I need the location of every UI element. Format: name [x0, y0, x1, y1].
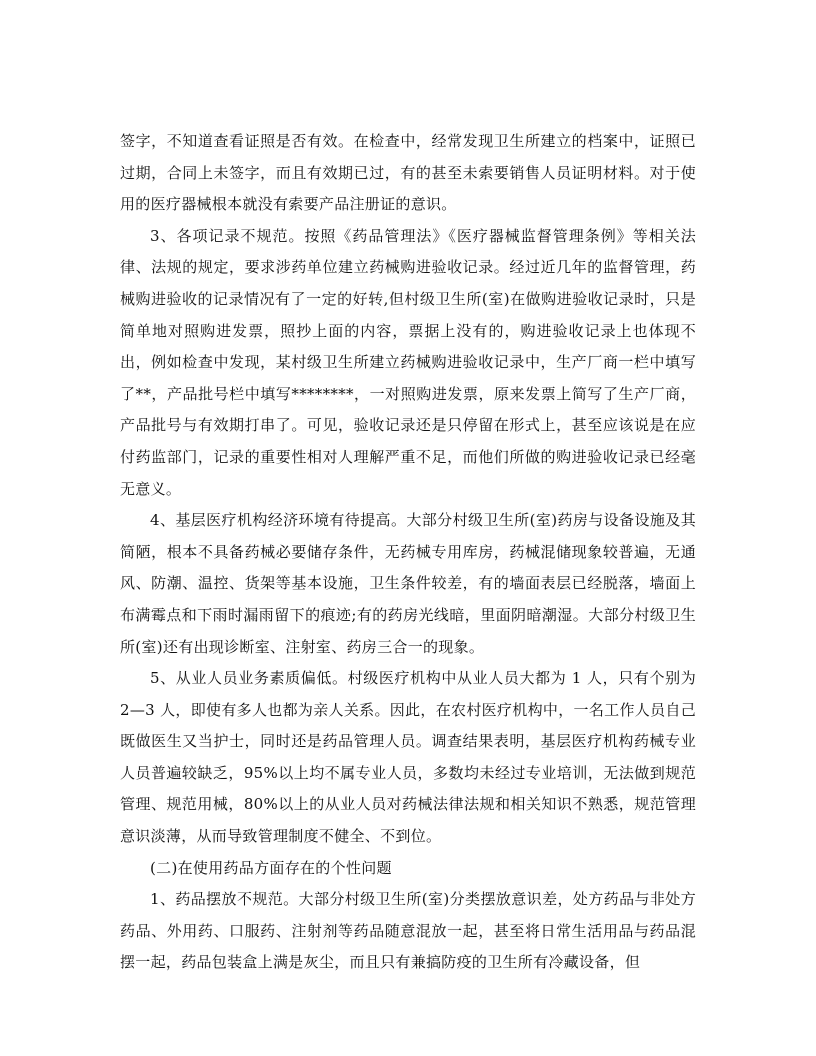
paragraph-continuation: 签字，不知道查看证照是否有效。在检查中，经常发现卫生所建立的档案中，证照已过期，合同上未签字，而且有效期已过，有的甚至未索要销售人员证明材料。对于使用的医疗器械根本就没有索要产品注册证的意识。 [120, 132, 696, 214]
paragraph-records: 3、各项记录不规范。按照《药品管理法》《医疗器械监督管理条例》等相关法律、法规的规定，要求涉药单位建立药械购进验收记录。经过近几年的监督管理，药械购进验收的记录情况有了一定的好转,但村级卫生所(室)在做购进验收记录时，只是简单地对照购进发票，照抄上面的内容，票据上没有的，购进验收记录上也体现不出，例如检查中发现，某村级卫生所建立药械购进验收记录中，生产厂商一栏中填写了**，产品批号栏中填写********，一对照购进发票，原来发票上简写了生产厂商，产品批号与有效期打串了。可见，验收记录还是只停留在形式上，甚至应该说是在应付药监部门，记录的重要性相对人理解严重不足，而他们所做的购进验收记录已经毫无意义。 [120, 226, 696, 498]
paragraph-storage: 1、药品摆放不规范。大部分村级卫生所(室)分类摆放意识差，处方药品与非处方药品、外用药、口服药、注射剂等药品随意混放一起，甚至将日常生活用品与药品混摆一起，药品包装盒上满是灰尘，而且只有兼搞防疫的卫生所有冷藏设备，但 [120, 890, 696, 972]
section-heading: (二)在使用药品方面存在的个性问题 [150, 858, 392, 877]
document-body [120, 126, 696, 979]
paragraph-environment: 4、基层医疗机构经济环境有待提高。大部分村级卫生所(室)药房与设备设施及其简陋，根本不具备药械必要储存条件，无药械专用库房，药械混储现象较普遍，无通风、防潮、温控、货架等基本设施，卫生条件较差，有的墙面表层已经脱落，墙面上布满霉点和下雨时漏雨留下的痕迹;有的药房光线暗，里面阴暗潮湿。大部分村级卫生所(室)还有出现诊断室、注射室、药房三合一的现象。 [120, 511, 696, 656]
paragraph-staff: 5、从业人员业务素质偏低。村级医疗机构中从业人员大都为 1 人，只有个别为 2—3 人，即使有多人也都为亲人关系。因此，在农村医疗机构中，一名工作人员自己既做医生又当护士，同时还是药品管理人员。调查结果表明，基层医疗机构药械专业人员普遍较缺乏，95%以上均不属专业人员，多数均未经过专业培训，无法做到规范管理、规范用械，80%以上的从业人员对药械法律法规和相关知识不熟悉，规范管理意识淡薄，从而导致管理制度不健全、不到位。 [120, 669, 696, 846]
